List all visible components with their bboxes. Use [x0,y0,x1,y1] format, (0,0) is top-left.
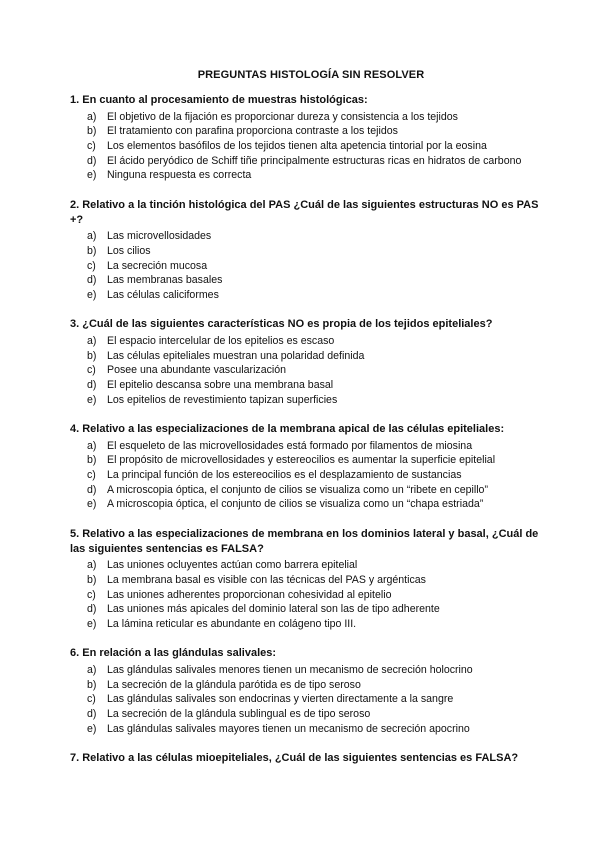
option-item [70,678,542,693]
question-7 [70,751,542,766]
option-letter: e) [87,169,97,182]
option-text: A microscopia óptica, el conjunto de cilios se visualiza como un “chapa estriada” [107,498,484,511]
option-list [70,110,542,183]
option-text: El tratamiento con parafina proporciona contraste a los tejidos [107,125,398,138]
option-text: Las glándulas salivales mayores tienen un mecanismo de secreción apocrino [107,722,470,735]
option-item [70,288,542,303]
option-item [70,273,542,288]
option-item [70,229,542,244]
option-item [70,617,542,632]
option-letter: a) [87,110,97,123]
question-text: 6. En relación a las glándulas salivales: [70,647,277,660]
option-letter: e) [87,722,97,735]
option-letter: b) [87,678,97,691]
option-list [70,558,542,631]
question-2 [70,198,542,303]
question-text: 7. Relativo a las células mioepiteliales, ¿Cuál de las siguientes sentencias es FALSA? [70,752,519,765]
option-letter: e) [87,393,97,406]
option-item [70,573,542,588]
option-letter: a) [87,664,97,677]
question-3 [70,317,542,407]
option-item [70,168,542,183]
option-letter: c) [87,259,96,272]
option-text: Los cilios [107,244,151,257]
option-item [70,378,542,393]
option-letter: e) [87,288,97,301]
option-item [70,259,542,274]
option-letter: a) [87,439,97,452]
option-item [70,663,542,678]
option-letter: d) [87,603,97,616]
option-item [70,602,542,617]
option-item [70,139,542,154]
option-text: Ninguna respuesta es correcta [107,169,252,182]
option-text: Los elementos basófilos de los tejidos tienen alta apetencia tintorial por la eosina [107,139,487,152]
option-item [70,707,542,722]
option-letter: b) [87,349,97,362]
option-letter: e) [87,617,97,630]
option-item [70,468,542,483]
option-text: Las células epiteliales muestran una polaridad definida [107,349,365,362]
option-item [70,363,542,378]
option-letter: a) [87,559,97,572]
option-text: Las uniones ocluyentes actúan como barrera epitelial [107,559,358,572]
option-text: El epitelio descansa sobre una membrana basal [107,378,334,391]
option-item [70,722,542,737]
option-text: El esqueleto de las microvellosidades está formado por filamentos de miosina [107,439,473,452]
option-letter: d) [87,154,97,167]
option-letter: b) [87,244,97,257]
option-item [70,349,542,364]
option-letter: d) [87,378,97,391]
option-letter: c) [87,139,96,152]
option-text: A microscopia óptica, el conjunto de cilios se visualiza como un “ribete en cepillo” [107,483,488,496]
option-list [70,439,542,512]
option-letter: c) [87,364,96,377]
option-text: Las membranas basales [107,274,223,287]
option-text: El propósito de microvellosidades y estereocilios es aumentar la superficie epitelial [107,454,496,467]
option-text: La secreción mucosa [107,259,208,272]
option-list [70,229,542,302]
question-list [70,93,542,766]
option-letter: a) [87,335,97,348]
option-text: El ácido peryódico de Schiff tiñe principalmente estructuras ricas en hidratos de carbono [107,154,522,167]
question-6 [70,646,542,736]
option-letter: d) [87,708,97,720]
option-text: El objetivo de la fijación es proporcionar dureza y consistencia a los tejidos [107,110,458,123]
option-letter: c) [87,693,96,706]
option-item [70,439,542,454]
option-list [70,334,542,407]
option-text: El espacio intercelular de los epitelios es escaso [107,335,335,348]
option-item [70,483,542,498]
option-letter: b) [87,454,97,467]
option-text: Las uniones adherentes proporcionan cohesividad al epitelio [107,588,392,601]
option-letter: b) [87,574,97,587]
option-item [70,110,542,125]
option-item [70,497,542,512]
question-text: 3. ¿Cuál de las siguientes características NO es propia de los tejidos epiteliales? [70,318,493,331]
option-item [70,154,542,169]
option-letter: d) [87,274,97,287]
option-letter: b) [87,125,97,138]
option-item [70,393,542,408]
question-text: 5. Relativo a las especializaciones de membrana en los dominios lateral y basal, ¿Cuál de las siguientes sentencias es FALSA? [70,527,539,555]
option-text: Posee una abundante vascularización [107,364,287,377]
option-letter: a) [87,230,97,243]
option-text: La principal función de los estereocilios es el desplazamiento de sustancias [107,469,462,482]
question-4 [70,422,542,512]
option-text: Las uniones más apicales del dominio lateral son las de tipo adherente [107,603,440,616]
option-letter: c) [87,588,96,601]
question-1 [70,93,542,183]
option-letter: c) [87,469,96,482]
option-text: Las glándulas salivales menores tienen un mecanismo de secreción holocrino [107,664,473,677]
option-text: Las microvellosidades [107,230,212,243]
option-item [70,244,542,259]
option-letter: d) [87,483,97,496]
option-text: La lámina reticular es abundante en colágeno tipo III. [107,617,357,630]
option-list [70,663,542,736]
option-text: La secreción de la glándula parótida es de tipo seroso [107,678,361,691]
option-text: Las células caliciformes [107,288,219,301]
option-item [70,334,542,349]
question-text: 4. Relativo a las especializaciones de la membrana apical de las células epiteliales: [70,423,505,436]
option-text: La secreción de la glándula sublingual es de tipo seroso [107,708,371,720]
question-5 [70,527,542,632]
option-letter: e) [87,498,97,511]
document-title: PREGUNTAS HISTOLOGÍA SIN RESOLVER [197,69,425,81]
option-item [70,558,542,573]
option-text: Las glándulas salivales son endocrinas y vierten directamente a la sangre [107,693,454,706]
question-text: 2. Relativo a la tinción histológica del PAS ¿Cuál de las siguientes estructuras NO es PAS +? [70,198,539,226]
option-item [70,692,542,707]
question-text: 1. En cuanto al procesamiento de muestras histológicas: [70,94,368,106]
option-item [70,124,542,139]
option-item [70,588,542,603]
option-text: La membrana basal es visible con las técnicas del PAS y argénticas [107,574,426,587]
option-text: Los epitelios de revestimiento tapizan superficies [107,393,338,406]
option-item [70,453,542,468]
